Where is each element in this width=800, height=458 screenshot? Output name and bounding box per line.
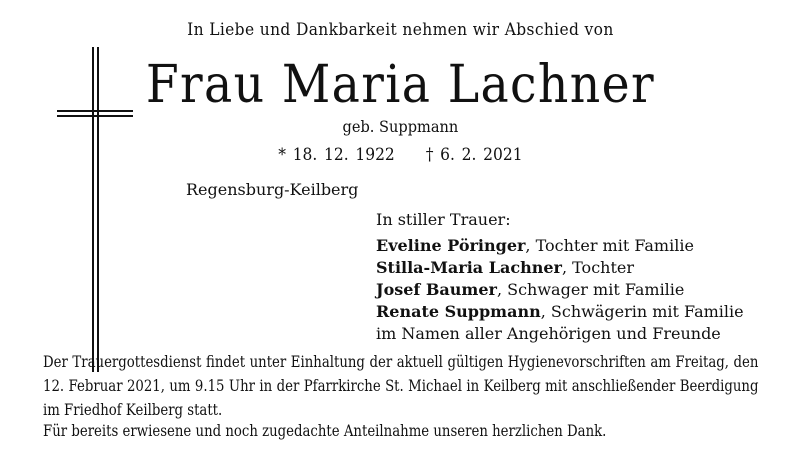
- intro-text: In Liebe und Dankbarkeit nehmen wir Abschied von: [187, 20, 614, 40]
- mourner-line: [376, 235, 744, 257]
- mourner-line: [376, 323, 744, 345]
- death-date: † 6. 2. 2021: [425, 145, 523, 165]
- place-of-residence: Regensburg-Keilberg: [186, 180, 359, 199]
- mourner-name: Renate Suppmann: [376, 302, 541, 321]
- mourners-list: [376, 235, 744, 345]
- life-dates: [0, 145, 800, 165]
- mourner-relation: , Schwägerin mit Familie: [540, 302, 744, 321]
- mourning-heading: In stiller Trauer:: [376, 210, 511, 229]
- mourner-line: [376, 257, 744, 279]
- mourner-line: [376, 301, 744, 323]
- mourner-name: Stilla-Maria Lachner: [376, 258, 562, 277]
- mourner-relation: , Tochter mit Familie: [525, 236, 694, 255]
- mourner-name: Josef Baumer: [376, 280, 497, 299]
- thanks-text: Für bereits erwiesene und noch zugedachte Anteilnahme unseren herzlichen Dank.: [43, 421, 607, 440]
- funeral-service-text: Der Trauergottesdienst findet unter Einhaltung der aktuell gültigen Hygienevorschriften am Freitag, den 12. Februar 2021, um 9.15 Uhr in der Pfarrkirche St. Michael in Keilberg mit anschließender Beerdigung im Friedhof Keilberg statt.: [43, 352, 759, 419]
- mourner-relation: im Namen aller Angehörigen und Freunde: [376, 324, 721, 343]
- mourner-relation: , Schwager mit Familie: [496, 280, 685, 299]
- deceased-name: Frau Maria Lachner: [145, 55, 655, 115]
- mourner-line: [376, 279, 744, 301]
- mourner-relation: , Tochter: [561, 258, 634, 277]
- mourner-name: Eveline Pöringer: [376, 236, 526, 255]
- birth-date: * 18. 12. 1922: [278, 145, 395, 165]
- maiden-name: geb. Suppmann: [342, 117, 459, 136]
